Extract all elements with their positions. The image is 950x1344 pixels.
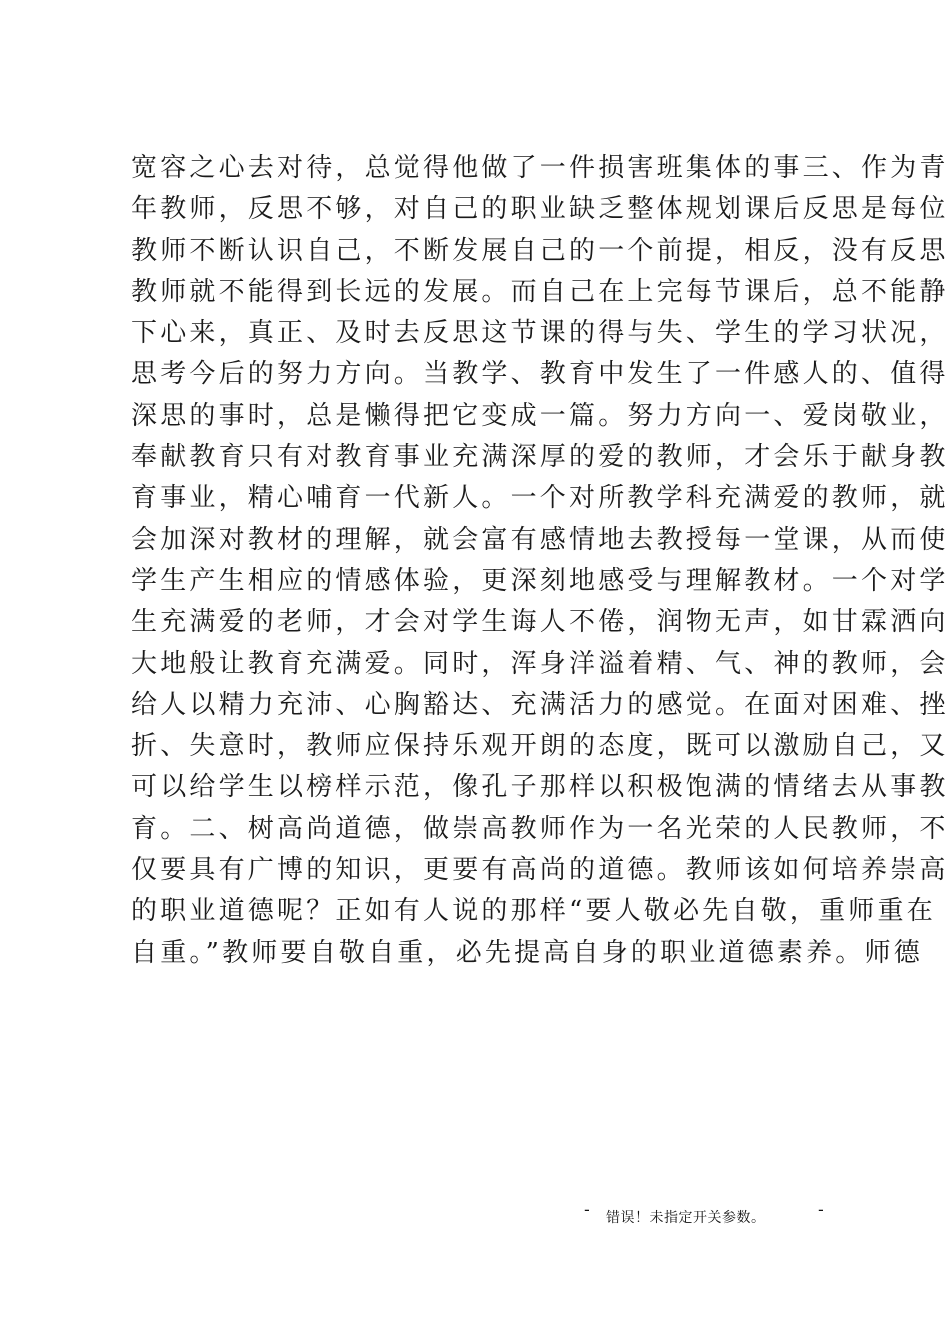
footer-left-dash: - [584, 1200, 590, 1219]
text-line: 育。二、树高尚道德，做崇高教师作为一名光荣的人民教师，不 [131, 813, 949, 844]
text-line: 给人以精力充沛、心胸豁达、充满活力的感觉。在面对困难、挫 [131, 689, 949, 720]
text-line: 育事业，精心哺育一代新人。一个对所教学科充满爱的教师，就 [131, 483, 949, 514]
text-line: 教师不断认识自己，不断发展自己的一个前提，相反，没有反思 [131, 235, 949, 266]
footer-error-text: 错误！未指定开关参数。 [606, 1210, 766, 1226]
text-line: 深思的事时，总是懒得把它变成一篇。努力方向一、爱岗敬业， [131, 400, 949, 431]
text-line: 下心来，真正、及时去反思这节课的得与失、学生的学习状况， [131, 318, 949, 349]
body-paragraph [131, 148, 949, 974]
text-line: 可以给学生以榜样示范，像孔子那样以积极饱满的情绪去从事教 [131, 772, 949, 803]
page-footer [0, 1200, 950, 1230]
text-line: 奉献教育只有对教育事业充满深厚的爱的教师，才会乐于献身教 [131, 442, 949, 473]
text-line: 教师就不能得到长远的发展。而自己在上完每节课后，总不能静 [131, 276, 949, 307]
text-line: 生充满爱的老师，才会对学生诲人不倦，润物无声，如甘霖洒向 [131, 607, 949, 638]
text-line: 宽容之心去对待，总觉得他做了一件损害班集体的事三、作为青 [131, 153, 949, 183]
text-line: 思考今后的努力方向。当教学、教育中发生了一件感人的、值得 [131, 359, 949, 390]
text-line: 仅要具有广博的知识，更要有高尚的道德。教师该如何培养崇高 [131, 855, 949, 886]
footer-right-dash: - [818, 1200, 824, 1219]
text-line: 大地般让教育充满爱。同时，浑身洋溢着精、气、神的教师，会 [131, 648, 949, 679]
text-line: 学生产生相应的情感体验，更深刻地感受与理解教材。一个对学 [131, 565, 949, 596]
text-line: 年教师，反思不够，对自己的职业缺乏整体规划课后反思是每位 [131, 194, 949, 225]
text-line: 折、失意时，教师应保持乐观开朗的态度，既可以激励自己，又 [131, 731, 949, 762]
text-line: 的职业道德呢？正如有人说的那样“要人敬必先自敬，重师重在 [131, 896, 936, 927]
text-line: 会加深对教材的理解，就会富有感情地去教授每一堂课，从而使 [131, 524, 949, 555]
text-line: 自重。”教师要自敬自重，必先提高自身的职业道德素养。师德 [131, 937, 923, 968]
